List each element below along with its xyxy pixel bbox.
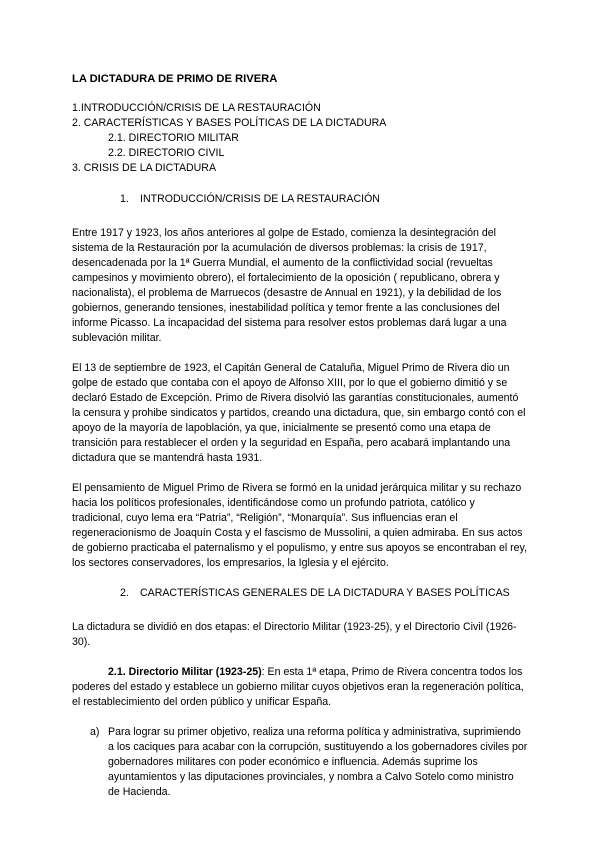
section-1-paragraph-1: Entre 1917 y 1923, los años anteriores al golpe de Estado, comienza la desintegración del sistema de la Restauración por la acumulación de diversos problemas: la crisis de 1917, desencadenada por la 1ª Guerra Mundial, el aumento de la conflictividad social (revueltas campesinos y movimiento obrero), el fortalecimiento de la oposición ( republicano, obrera y nacionalista), el problema de Marruecos (desastre de Annual en 1921), y la debilidad de los gobiernos, generando tensiones, inestabilidad política y temor frente a las conclusiones del informe Picasso. La incapacidad del sistema para resolver estos problemas dará lugar a una sublevación militar. <box>72 227 507 344</box>
toc-item-2-1: 2.1. DIRECTORIO MILITAR <box>108 132 239 144</box>
section-2-intro: La dictadura se dividió en dos etapas: el Directorio Militar (1923-25), y el Directorio Civil (1926-30). <box>72 621 517 648</box>
section-1-heading <box>120 192 528 207</box>
section-1-number: 1. <box>120 193 129 205</box>
toc-item-1: 1.INTRODUCCIÓN/CRISIS DE LA RESTAURACIÓN <box>72 102 321 114</box>
document-page <box>72 72 528 800</box>
list-item <box>72 725 528 800</box>
list-item-text: Para lograr su primer objetivo, realiza una reforma política y administrativa, suprimiendo a los caciques para acabar con la corrupción, sustituyendo a los gobernadores civiles por gobernadores militares con poder económico e influencia. Además suprime los ayuntamientos y las diputaciones provinciales, y nombra a Calvo Sotelo como ministro de Hacienda. <box>108 726 528 798</box>
subsection-2-1-paragraph <box>72 665 528 710</box>
table-of-contents <box>72 101 528 176</box>
subsection-2-1-label: 2.1. Directorio Militar (1923-25) <box>108 666 262 678</box>
section-1-paragraph-3: El pensamiento de Miguel Primo de Rivera se formó en la unidad jerárquica militar y su rechazo hacia los políticos profesionales, identificándose como un profundo patriota, católico y tradicional, cuyo lema era “Patria”, “Religión”, “Monarquía”. Sus influencias eran el regeneracionismo de Joaquín Costa y el fascismo de Mussolini, a quien admiraba. En sus actos de gobierno practicaba el paternalismo y el populismo, y entre sus apoyos se encontraban el rey, los sectores conservadores, los empresarios, la Iglesia y el ejército. <box>72 482 528 569</box>
section-1-paragraph-2: El 13 de septiembre de 1923, el Capitán General de Cataluña, Miguel Primo de Rivera dio un golpe de estado que contaba con el apoyo de Alfonso XIII, por lo que el gobierno dimitió y se declaró Estado de Excepción. Primo de Rivera disolvió las garantías constitucionales, aumentó la censura y prohibe sindicatos y partidos, creando una dictadura, que, sin embargo contó con el apoyo de la mayoría de lapoblación, ya que, inicialmente se presentó como una etapa de transición para restablecer el orden y la seguridad en España, pero acabará implantando una dictadura que se mantendrá hasta 1931. <box>72 362 526 464</box>
toc-item-3: 3. CRISIS DE LA DICTADURA <box>72 162 217 174</box>
section-1-title: INTRODUCCIÓN/CRISIS DE LA RESTAURACIÓN <box>140 193 380 205</box>
section-2-title: CARACTERÍSTICAS GENERALES DE LA DICTADURA Y BASES POLÍTICAS <box>140 587 510 599</box>
subsection-2-1-text: : En esta 1ª etapa, Primo de Rivera concentra todos los poderes del estado y establece un gobierno militar cuyos objetivos eran la regeneración política, el restablecimiento del orden público y unificar España. <box>72 666 524 708</box>
toc-item-2-2: 2.2. DIRECTORIO CIVIL <box>108 147 225 159</box>
section-2-heading <box>120 586 528 601</box>
document-title: LA DICTADURA DE PRIMO DE RIVERA <box>72 73 278 85</box>
list-marker: a) <box>90 726 100 738</box>
section-2-number: 2. <box>120 587 129 599</box>
toc-item-2: 2. CARACTERÍSTICAS Y BASES POLÍTICAS DE LA DICTADURA <box>72 117 387 129</box>
